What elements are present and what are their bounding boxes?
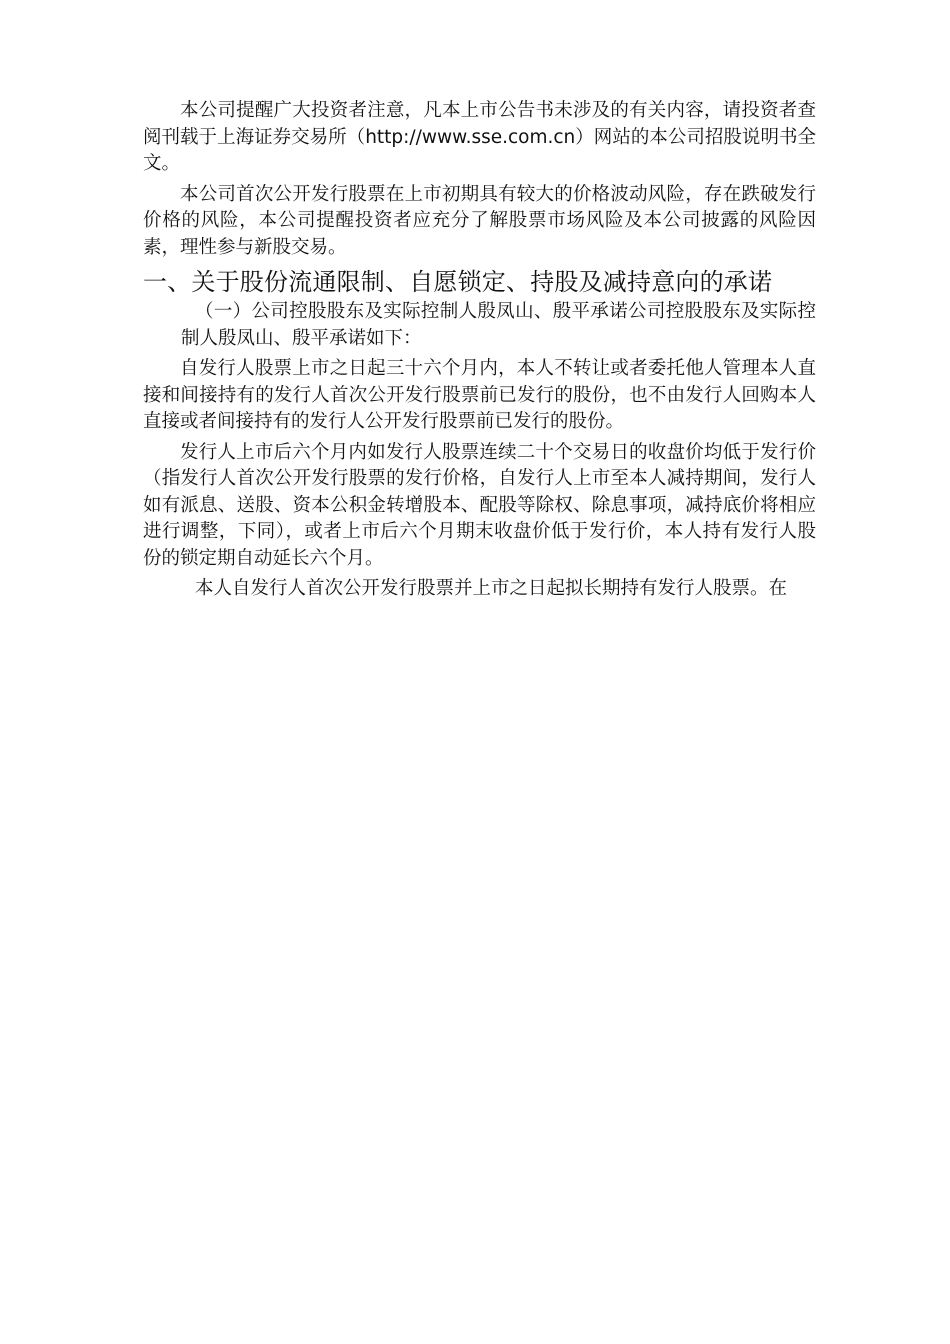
section-heading: 一、关于股份流通限制、自愿锁定、持股及减持意向的承诺: [143, 268, 773, 296]
intro-paragraph-risk: 本公司首次公开发行股票在上市初期具有较大的价格波动风险，存在跌破发行价格的风险，本公司提醒投资者应充分了解股票市场风险及本公司披露的风险因素，理性参与新股交易。: [143, 183, 816, 258]
lockup-paragraph: 自发行人股票上市之日起三十六个月内，本人不转让或者委托他人管理本人直接和间接持有的发行人首次公开发行股票前已发行的股份，也不由发行人回购本人直接或者间接持有的发行人公开发行股票前已发行的股份。: [143, 358, 816, 432]
document-page: [143, 98, 816, 607]
extension-paragraph: 发行人上市后六个月内如发行人股票连续二十个交易日的收盘价均低于发行价（指发行人首次公开发行股票的发行价格，自发行人上市至本人减持期间，发行人如有派息、送股、资本公积金转增股本、配股等除权、除息事项，减持底价将相应进行调整，下同），或者上市后六个月期末收盘价低于发行价，本人持有发行人股份的锁定期自动延长六个月。: [143, 441, 816, 569]
intro-paragraph-reference: 本公司提醒广大投资者注意，凡本上市公告书未涉及的有关内容，请投资者查阅刊载于上海证券交易所（http://www.sse.com.cn）网站的本公司招股说明书全文。: [143, 100, 816, 174]
subsection-heading: （一）公司控股股东及实际控制人殷凤山、殷平承诺公司控股股东及实际控制人殷凤山、殷平承诺如下：: [181, 301, 816, 349]
holding-intention-paragraph: 本人自发行人首次公开发行股票并上市之日起拟长期持有发行人股票。在: [195, 578, 788, 599]
